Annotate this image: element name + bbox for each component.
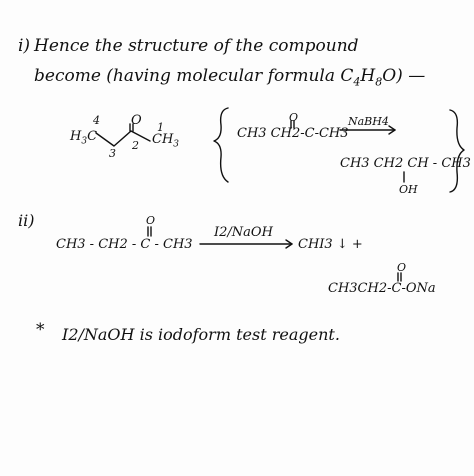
h3c-c: C	[87, 129, 98, 144]
reduction-arrow-head	[389, 126, 395, 134]
part-ii-reagent: I2/NaOH	[214, 225, 273, 240]
note-text: I2/NaOH is iodoform test reagent.	[62, 325, 340, 344]
part-ii-product1: CHI3 ↓ +	[298, 237, 363, 252]
part-ii-reactant: CH3 - CH2 - C - CH3	[56, 237, 193, 252]
ch3-text: CH	[152, 132, 174, 147]
ch3-sub: 3	[173, 139, 180, 150]
right-brace	[450, 110, 464, 192]
left-brace	[214, 108, 228, 182]
reduction-reactant: CH3 CH2-C-CH3	[237, 126, 349, 141]
h3c-sub: 3	[81, 136, 88, 147]
part-i-line2	[34, 68, 425, 87]
part-i-line1: Hence the structure of the compound	[34, 36, 359, 56]
skeletal-ch3	[152, 133, 179, 150]
reduction-reagent: NaBH4	[348, 115, 389, 128]
part-i-marker: i)	[18, 36, 31, 56]
part-ii-reactant-oxygen: O	[146, 214, 156, 227]
skeletal-h3c	[70, 130, 97, 147]
line2-text: become (having molecular formula C	[34, 66, 354, 86]
line2-sub8: 8	[375, 75, 383, 89]
line2-end: O) —	[382, 66, 426, 86]
part-ii-marker: ii)	[18, 211, 35, 230]
note-star: *	[36, 320, 45, 340]
skeletal-bonds	[96, 131, 150, 146]
h3c-h: H	[70, 129, 82, 144]
skeletal-num1: 1	[157, 121, 164, 134]
reduction-product: CH3 CH2 CH - CH3	[340, 156, 471, 171]
part-ii-arrow-head	[286, 240, 292, 248]
part-ii-product2-oxygen: O	[397, 261, 407, 274]
reduction-product-oh: OH	[399, 183, 418, 196]
skeletal-num3: 3	[109, 147, 116, 160]
skeletal-oxygen: O	[131, 113, 142, 128]
line2-sub4: 4	[353, 75, 361, 89]
line2-h: H	[360, 66, 376, 86]
skeletal-num2: 2	[132, 139, 139, 152]
skeletal-num4: 4	[93, 114, 100, 127]
part-ii-product2: CH3CH2-C-ONa	[328, 281, 436, 296]
reduction-reactant-oxygen: O	[289, 111, 299, 124]
